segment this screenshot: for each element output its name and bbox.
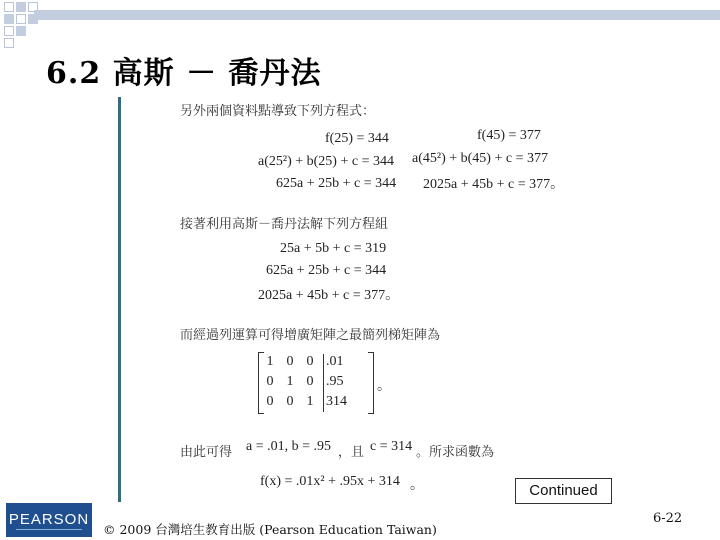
corner-decoration	[0, 0, 140, 50]
matrix-cell: 1	[266, 354, 274, 369]
matrix-cell: 0	[266, 374, 274, 389]
continued-box: Continued	[515, 478, 612, 504]
intro-text: 另外兩個資料點導致下列方程式：	[180, 104, 376, 119]
result-intro-text: 由此可得	[180, 445, 233, 460]
matrix-cell: 0	[306, 374, 314, 389]
footer-copyright: © 2009 台灣培生教育出版 (Pearson Education Taiwan)	[103, 522, 437, 537]
eq-left-3: 625a + 25b + c = 344	[276, 176, 397, 191]
eq-right-2: a(45²) + b(45) + c = 377	[412, 151, 548, 166]
result-function: f(x) = .01x² + .95x + 314	[260, 474, 400, 489]
result-values: a = .01, b = .95	[246, 439, 332, 454]
gauss-intro-text: 接著利用高斯－喬丹法解下列方程組	[180, 217, 389, 232]
matrix-cell: 1	[306, 394, 314, 409]
system-eq-3: 2025a + 45b + c = 377。	[258, 288, 400, 303]
matrix-right-bracket	[368, 352, 374, 414]
matrix-cell: 0	[266, 394, 274, 409]
matrix-intro-text: 而經過列運算可得增廣矩陣之最簡列梯矩陣為	[180, 328, 441, 343]
result-tail-text: 。所求函數為	[416, 445, 495, 460]
function-suffix: 。	[410, 478, 424, 493]
matrix-cell: 314	[326, 394, 347, 409]
result-and-text: ，且	[338, 445, 365, 460]
system-eq-1: 25a + 5b + c = 319	[280, 241, 387, 256]
pearson-logo	[6, 503, 92, 537]
matrix-cell: .95	[326, 374, 344, 389]
matrix-cell: 0	[306, 354, 314, 369]
eq-right-3: 2025a + 45b + c = 377。	[423, 177, 565, 192]
matrix-cell: 1	[286, 374, 294, 389]
divider-line	[118, 97, 121, 502]
logo-underline	[16, 529, 82, 530]
result-c-value: c = 314	[370, 439, 413, 454]
eq-left-1: f(25) = 344	[325, 131, 389, 146]
top-bar	[34, 10, 720, 20]
logo-text: PEARSON	[8, 511, 90, 528]
matrix-suffix: 。	[377, 379, 391, 394]
system-eq-2: 625a + 25b + c = 344	[266, 263, 387, 278]
matrix-augment-line	[323, 354, 324, 412]
eq-right-1: f(45) = 377	[477, 128, 541, 143]
slide-title: 6.2 高斯 － 喬丹法	[46, 56, 322, 91]
matrix-cell: 0	[286, 394, 294, 409]
page-number: 6-22	[653, 511, 683, 526]
matrix-cell: .01	[326, 354, 344, 369]
eq-left-2: a(25²) + b(25) + c = 344	[258, 154, 394, 169]
matrix-cell: 0	[286, 354, 294, 369]
